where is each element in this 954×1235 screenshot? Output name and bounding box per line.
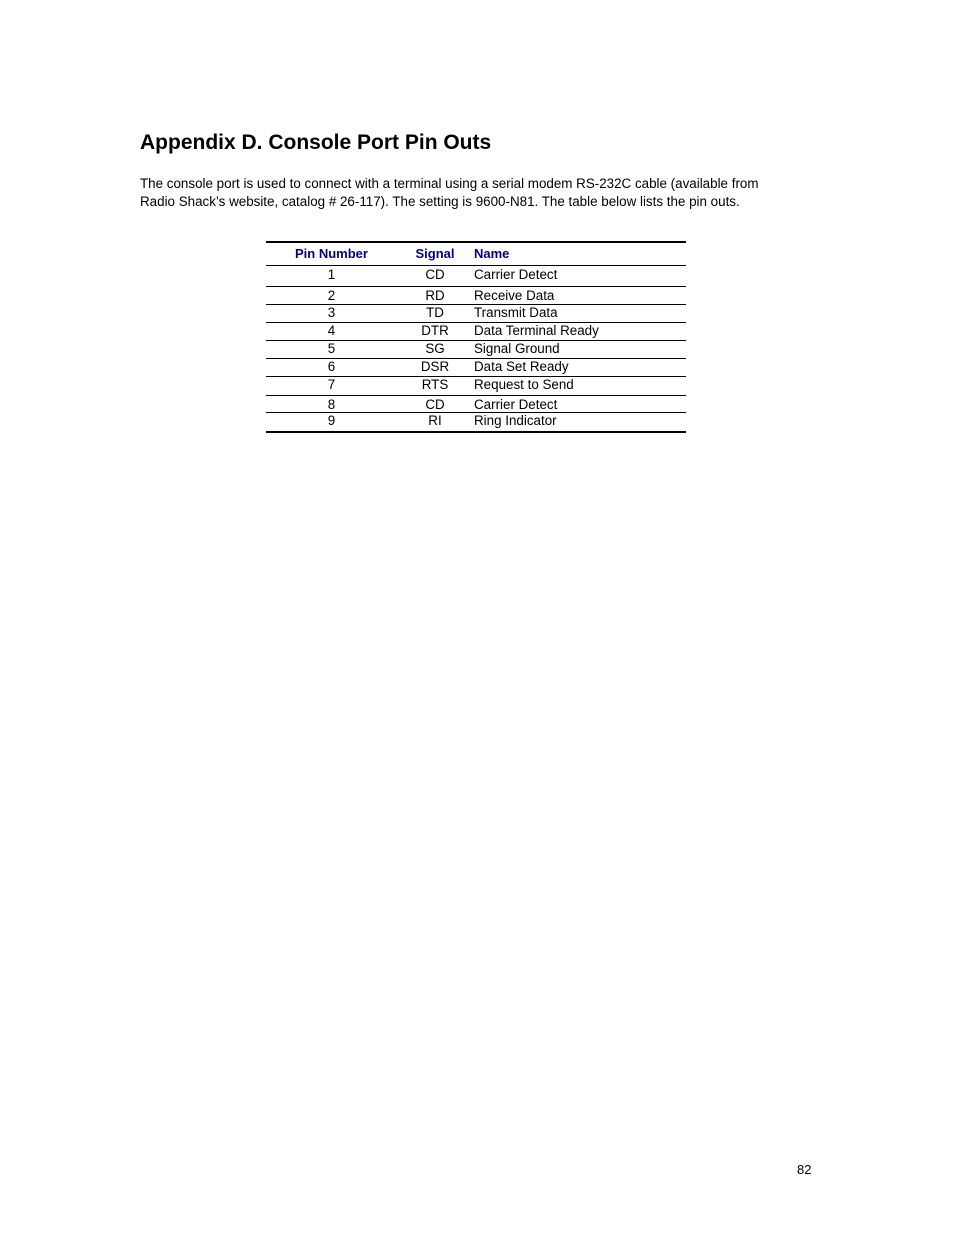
name-cell: Request to Send	[474, 377, 574, 392]
pin-cell: 3	[327, 305, 336, 320]
table-row	[266, 413, 686, 431]
name-cell: Data Terminal Ready	[474, 323, 599, 338]
table-row	[266, 305, 686, 323]
pin-cell: 6	[327, 359, 336, 374]
pin-out-table	[266, 241, 686, 433]
pin-cell: 9	[327, 413, 336, 428]
signal-cell: DSR	[420, 359, 450, 374]
signal-cell: TD	[426, 305, 444, 320]
intro-line-2: Radio Shack’s website, catalog # 26-117). The setting is 9600-N81. The table below lists the pin outs.	[140, 193, 740, 209]
signal-cell: SG	[425, 341, 445, 356]
page-number: 82	[797, 1162, 812, 1177]
table-row	[266, 287, 686, 305]
header-pin-number: Pin Number	[295, 246, 368, 261]
pin-cell: 4	[327, 323, 336, 338]
name-cell: Carrier Detect	[474, 267, 558, 282]
signal-cell: RD	[425, 288, 445, 303]
pin-cell: 1	[327, 267, 336, 282]
name-cell: Transmit Data	[474, 305, 558, 320]
table-row	[266, 266, 686, 287]
name-cell: Signal Ground	[474, 341, 560, 356]
table-row	[266, 396, 686, 413]
pin-cell: 7	[327, 377, 336, 392]
name-cell: Ring Indicator	[474, 413, 557, 428]
intro-paragraph	[140, 175, 820, 210]
table-row	[266, 323, 686, 341]
pin-cell: 8	[327, 397, 336, 412]
pin-cell: 5	[327, 341, 336, 356]
signal-cell: RI	[428, 413, 442, 428]
intro-line-1: The console port is used to connect with a terminal using a serial modem RS-232C cable (available from	[140, 176, 759, 191]
name-cell: Receive Data	[474, 288, 555, 303]
table-row	[266, 359, 686, 377]
signal-cell: CD	[425, 397, 445, 412]
pin-cell: 2	[327, 288, 336, 303]
page-title: Appendix D. Console Port Pin Outs	[140, 131, 492, 154]
signal-cell: RTS	[421, 377, 449, 392]
signal-cell: DTR	[421, 323, 449, 338]
header-name: Name	[474, 246, 510, 261]
header-signal: Signal	[415, 246, 455, 261]
table-header-row	[266, 243, 686, 266]
name-cell: Carrier Detect	[474, 397, 558, 412]
name-cell: Data Set Ready	[474, 359, 569, 374]
table-row	[266, 377, 686, 396]
signal-cell: CD	[425, 267, 445, 282]
table-row	[266, 341, 686, 359]
